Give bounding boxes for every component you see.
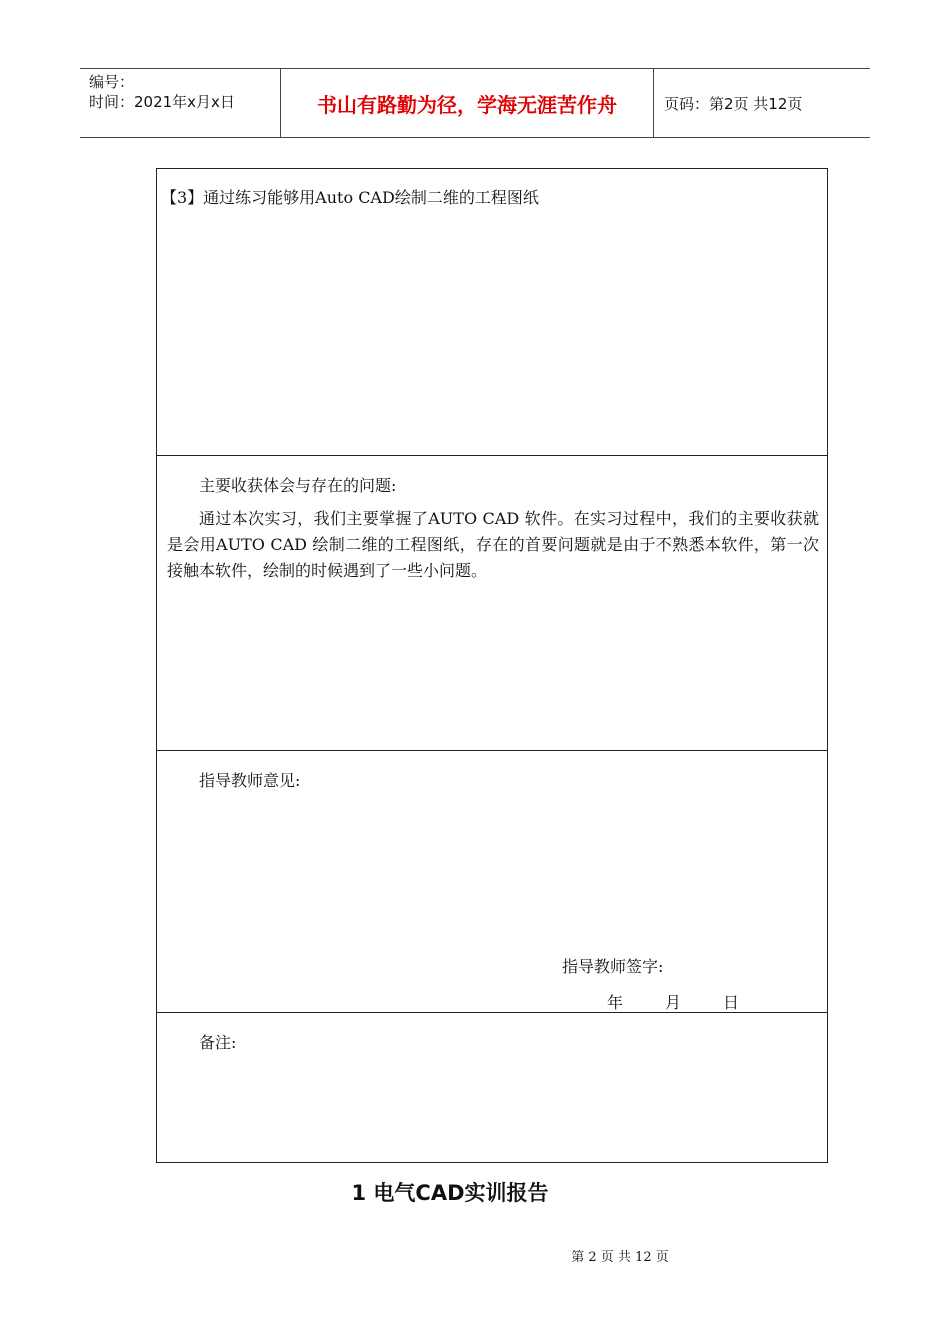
objective-section: [157, 169, 827, 456]
remarks-heading: 备注:: [199, 1033, 237, 1052]
teacher-signature-label: 指导教师签字:: [562, 957, 664, 976]
page-footer: 第 2 页 共 12 页: [571, 1250, 669, 1265]
page-header: [80, 68, 870, 138]
objective-text: 【3】通过练习能够用Auto CAD绘制二维的工程图纸: [161, 188, 539, 207]
reflection-heading: 主要收获体会与存在的问题:: [199, 476, 397, 495]
report-title: 1 电气CAD实训报告: [351, 1181, 549, 1205]
date-day: 日: [723, 993, 740, 1012]
date-year: 年: [607, 993, 624, 1012]
number-label: 编号：: [89, 73, 135, 91]
remarks-section: [157, 1013, 827, 1162]
header-motto: 书山有路勤为径，学海无涯苦作舟: [281, 69, 654, 137]
header-meta: [80, 69, 281, 137]
teacher-opinion-heading: 指导教师意见:: [199, 771, 301, 790]
report-table: [156, 168, 828, 1163]
date-month: 月: [665, 993, 682, 1012]
header-page-info: 页码：第2页 共12页: [664, 94, 803, 113]
reflection-section: [157, 456, 827, 751]
reflection-body: 通过本次实习，我们主要掌握了AUTO CAD 软件。在实习过程中，我们的主要收获就是会用AUTO CAD 绘制二维的工程图纸，存在的首要问题就是由于不熟悉本软件，第一次接触本软件，绘制的时候遇到了一些小问题。: [167, 509, 819, 580]
time-label: 时间：2021年x月x日: [89, 93, 235, 111]
teacher-opinion-section: [157, 751, 827, 1013]
